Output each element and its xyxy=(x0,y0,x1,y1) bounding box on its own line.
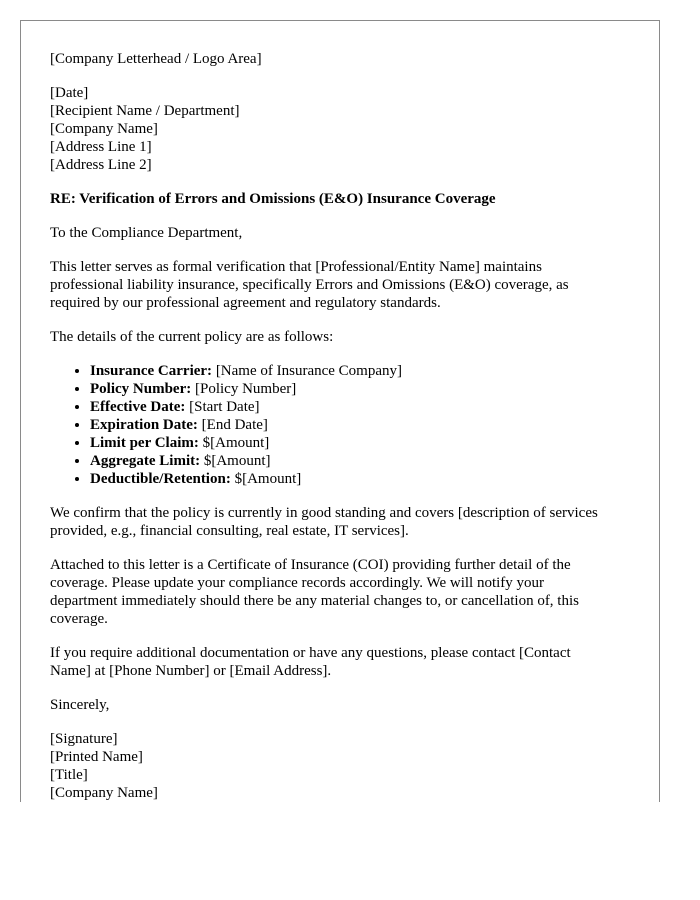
salutation: To the Compliance Department, xyxy=(50,225,243,241)
list-item xyxy=(90,398,615,416)
detail-label: Policy Number: xyxy=(90,381,192,397)
intro-paragraph: This letter serves as formal verification that [Professional/Entity Name] maintains professional liability insurance, specifically Errors and Omissions (E&O) coverage, as required by our professional agreement and regulatory standards. xyxy=(50,259,569,311)
list-item xyxy=(90,380,615,398)
recipient-address-line-1: [Address Line 1] xyxy=(50,139,152,155)
subject-line: RE: Verification of Errors and Omissions (E&O) Insurance Coverage xyxy=(50,191,496,207)
list-item xyxy=(90,434,615,452)
printed-name: [Printed Name] xyxy=(50,749,143,765)
recipient-company: [Company Name] xyxy=(50,121,158,137)
recipient-address-line-2: [Address Line 2] xyxy=(50,157,152,173)
detail-value: $[Amount] xyxy=(200,453,271,469)
recipient-name: [Recipient Name / Department] xyxy=(50,103,240,119)
detail-value: $[Amount] xyxy=(198,435,270,451)
detail-label: Limit per Claim: xyxy=(90,435,199,451)
confirmation-paragraph: We confirm that the policy is currently in good standing and covers [description of services provided, e.g., financial consulting, real estate, IT services]. xyxy=(50,505,598,539)
detail-label: Insurance Carrier: xyxy=(90,363,213,379)
contact-paragraph: If you require additional documentation or have any questions, please contact [Contact Name] at [Phone Number] or [Email Address]. xyxy=(50,645,571,679)
detail-value: [End Date] xyxy=(197,417,268,433)
title: [Title] xyxy=(50,767,88,783)
signature-company-name: [Company Name] xyxy=(50,785,158,801)
attachment-paragraph: Attached to this letter is a Certificate of Insurance (COI) providing further detail of the coverage. Please update your compliance records accordingly. We will notify your department immediately should there be any material changes to, or cancellation of, this coverage. xyxy=(50,557,579,627)
signature-block xyxy=(50,730,615,802)
detail-value: $[Amount] xyxy=(230,471,302,487)
closing: Sincerely, xyxy=(50,697,110,713)
recipient-block xyxy=(50,84,615,174)
list-item xyxy=(90,470,615,488)
list-item xyxy=(90,362,615,380)
letterhead-text: [Company Letterhead / Logo Area] xyxy=(50,51,262,67)
list-item xyxy=(90,416,615,434)
signature: [Signature] xyxy=(50,731,118,747)
details-intro: The details of the current policy are as follows: xyxy=(50,329,334,345)
recipient-date: [Date] xyxy=(50,85,89,101)
detail-value: [Policy Number] xyxy=(191,381,297,397)
detail-value: [Name of Insurance Company] xyxy=(212,363,402,379)
detail-label: Expiration Date: xyxy=(90,417,198,433)
letterhead xyxy=(50,50,615,68)
letter-content xyxy=(50,50,615,802)
detail-label: Aggregate Limit: xyxy=(90,453,201,469)
list-item xyxy=(90,452,615,470)
detail-label: Deductible/Retention: xyxy=(90,471,231,487)
detail-label: Effective Date: xyxy=(90,399,186,415)
letter-page xyxy=(20,20,660,802)
policy-details-list xyxy=(50,362,615,488)
detail-value: [Start Date] xyxy=(185,399,260,415)
